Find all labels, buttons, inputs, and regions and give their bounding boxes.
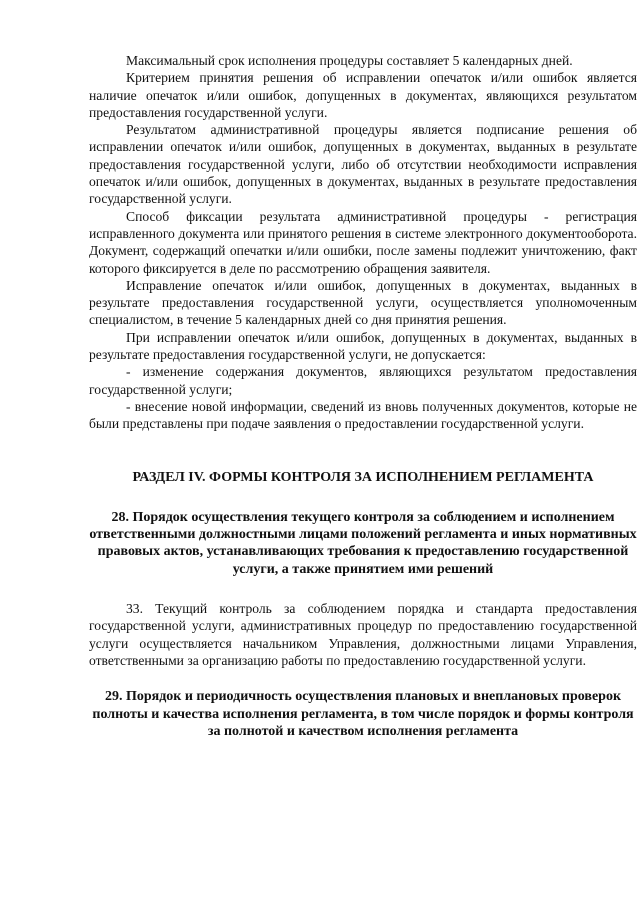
subsection-28-title: 28. Порядок осуществления текущего контроля за соблюдением и исполнением ответственными должностными лицами положений регламента и иных нормативных правовых актов, устанавливающих требования к предоставлению государственной услуги, а также принятием ими решений bbox=[89, 509, 637, 577]
paragraph-max-duration: Максимальный срок исполнения процедуры составляет 5 календарных дней. bbox=[126, 53, 573, 68]
subsection-29-title: 29. Порядок и периодичность осуществления плановых и внеплановых проверок полноты и качества исполнения регламента, в том числе порядок и формы контроля за полнотой и качеством исполнения регламента bbox=[92, 689, 634, 739]
paragraph-33: 33. Текущий контроль за соблюдением порядка и стандарта предоставления государственной услуги, административных процедур по предоставлению государственной услуги осуществляется начальником Управления, должностными лицами Управления, ответственными за организацию работы по предоставлению государственной услуги. bbox=[89, 601, 637, 668]
paragraph-correction-performer: Исправление опечаток и/или ошибок, допущенных в документах, выданных в результате предоставления государственной услуги, осуществляется уполномоченным специалистом, в течение 5 календарных дней со дня принятия решения. bbox=[89, 277, 637, 328]
paragraph-procedure-result: Результатом административной процедуры является подписание решения об исправлении опечаток и/или ошибок, допущенных в документах, выданных в результате предоставления государственной услуги, либо об отсутствии необходимости исправления опечаток и/или ошибок, допущенных в документах, выданных в результате предоставления государственной услуги. bbox=[89, 122, 637, 207]
paragraph-decision-criterion: Критерием принятия решения об исправлении опечаток и/или ошибок является наличие опечаток и/или ошибок, допущенных в документах, являющихся результатом предоставления государственной услуги. bbox=[89, 70, 637, 120]
document-page bbox=[89, 52, 637, 740]
list-item-new-information: - внесение новой информации, сведений из вновь полученных документов, которые не были представлены при подаче заявления о предоставлении государственной услуги. bbox=[89, 398, 637, 432]
list-item-content-change: - изменение содержания документов, являющихся результатом предоставления государственной услуги; bbox=[89, 364, 637, 397]
section-title: РАЗДЕЛ IV. ФОРМЫ КОНТРОЛЯ ЗА ИСПОЛНЕНИЕМ РЕГЛАМЕНТА bbox=[132, 469, 594, 485]
paragraph-result-fixation: Способ фиксации результата административной процедуры - регистрация исправленного документа или принятого решения в системе электронного документооборота. Документ, содержащий опечатки и/или ошибки, после замены подлежит уничтожению, факт которого фиксируется в деле по рассмотрению обращения заявителя. bbox=[89, 208, 637, 276]
paragraph-not-allowed: При исправлении опечаток и/или ошибок, допущенных в документах, выданных в результате предоставления государственной услуги, не допускается: bbox=[89, 329, 637, 363]
